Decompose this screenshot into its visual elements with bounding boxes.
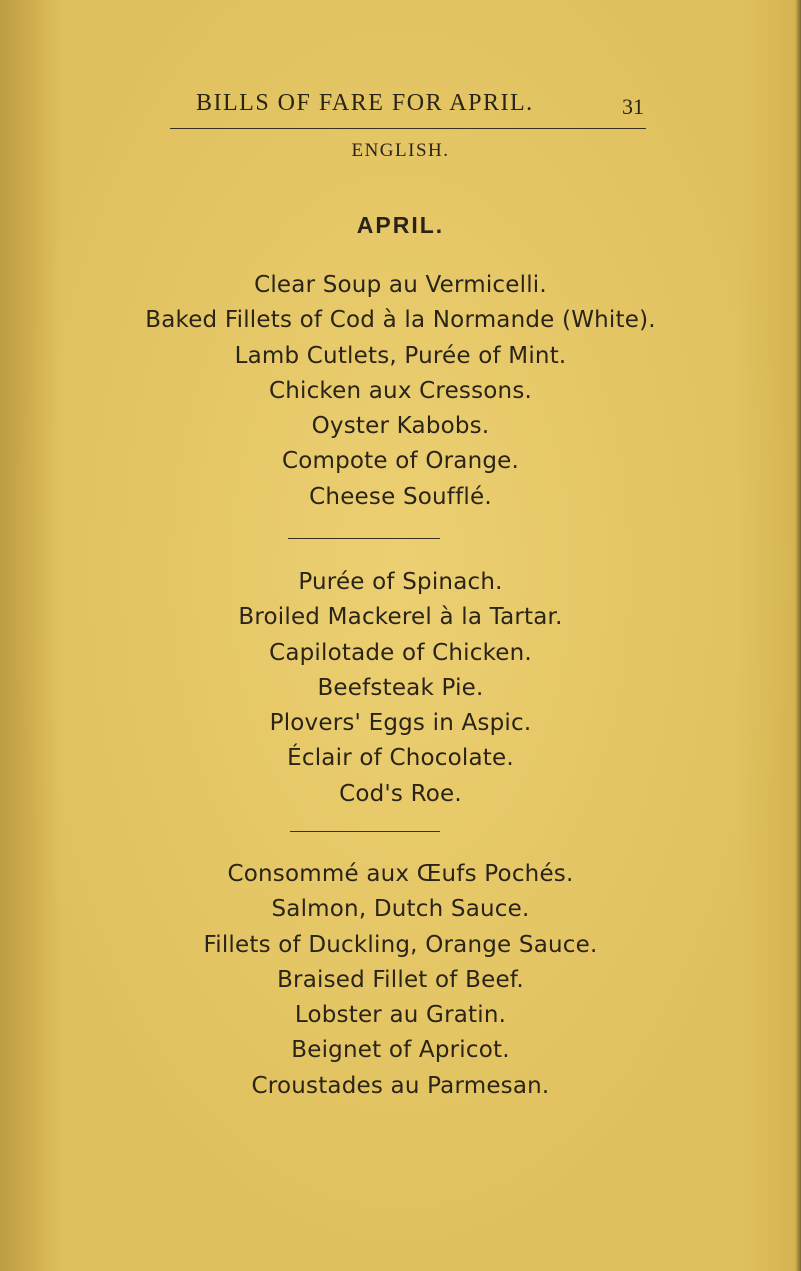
running-head bbox=[0, 88, 801, 118]
menu-item: Purée of Spinach. bbox=[298, 569, 503, 595]
menu-item: Plovers' Eggs in Aspic. bbox=[269, 710, 532, 737]
menu-item: Clear Soup au Vermicelli. bbox=[254, 272, 547, 298]
month-title: APRIL. bbox=[356, 212, 445, 238]
running-title: BILLS OF FARE FOR APRIL. bbox=[196, 90, 534, 116]
menu-item: Éclair of Chocolate. bbox=[287, 745, 514, 772]
menu-1 bbox=[0, 268, 801, 515]
menu-item: Beefsteak Pie. bbox=[317, 674, 484, 701]
page-number: 31 bbox=[622, 94, 644, 119]
header-rule bbox=[170, 128, 646, 129]
menu-item: Broiled Mackerel à la Tartar. bbox=[238, 604, 563, 631]
menu-item: Compote of Orange. bbox=[281, 448, 520, 475]
menu-item: Lamb Cutlets, Purée of Mint. bbox=[234, 342, 567, 369]
menu-item: Chicken aux Cressons. bbox=[268, 377, 533, 404]
menu-divider bbox=[290, 831, 440, 832]
menu-item: Croustades au Parmesan. bbox=[251, 1072, 550, 1099]
menu-item: Lobster au Gratin. bbox=[294, 1002, 507, 1029]
section-label: ENGLISH. bbox=[351, 140, 450, 161]
menu-item: Cod's Roe. bbox=[339, 780, 462, 807]
menu-item: Beignet of Apricot. bbox=[291, 1037, 510, 1064]
menu-2 bbox=[0, 565, 801, 812]
menu-3 bbox=[0, 857, 801, 1104]
menu-item: Salmon, Dutch Sauce. bbox=[271, 896, 530, 923]
menu-divider bbox=[288, 538, 440, 539]
menu-item: Cheese Soufflé. bbox=[309, 483, 492, 510]
menu-item: Consommé aux Œufs Pochés. bbox=[227, 861, 574, 887]
menu-item: Baked Fillets of Cod à la Normande (White). bbox=[145, 307, 656, 334]
menu-item: Fillets of Duckling, Orange Sauce. bbox=[203, 931, 598, 958]
menu-item: Braised Fillet of Beef. bbox=[277, 966, 524, 993]
menu-item: Capilotade of Chicken. bbox=[269, 639, 532, 666]
menu-item: Oyster Kabobs. bbox=[311, 413, 490, 440]
